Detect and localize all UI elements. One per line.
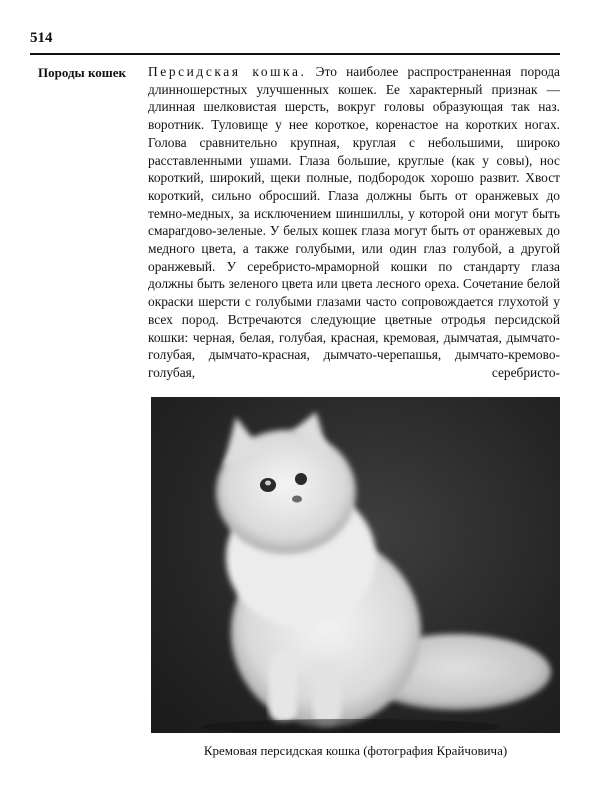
header-rule — [30, 53, 560, 55]
article-body: Это наиболее распространенная порода длинношерстных улучшенных кошек. Ее характерный признак — длинная шелковистая шерсть, вокруг головы образующая так наз. воротник. Туловище у нее короткое, коренастое на коротких ногах. Голова сравнительно крупная, круглая с небольшими, широко расставленными ушами. Глаза большие, круглые (как у совы), нос короткий, широкий, щеки полные, подбородок хорошо развит. Хвост короткий, сильно обросший. Глаза должны быть от оранжевых до темно-медных, за исключением шиншиллы, у которой они могут быть смарагдово-зеленые. У белых кошек глаза могут быть от оранжевых до медного цвета, а также голубыми, или один глаз голубой, а другой оранжевый. У серебристо-мраморной кошки по стандарту глаза должны быть зеленого цвета или цвета лесного ореха. Сочетание белой окраски шерсти с голубыми глазами часто сопровождается глухотой у всех пород. Встречаются следующие цветные отродья персидской кошки: черная, белая, голубая, красная, кремовая, дымчатая, дымчато-голубая, дымчато-красная, дымчато-черепашья, дымчато-кремово-голубая, серебристо- — [148, 64, 561, 380]
article-text — [148, 63, 560, 382]
photo-caption: Кремовая персидская кошка (фотография Крайчовича) — [203, 743, 508, 758]
article-lead-title: Персидская кошка. — [148, 64, 307, 79]
cat-photo — [151, 397, 560, 733]
page-number: 514 — [30, 30, 53, 46]
section-label: Породы кошек — [38, 65, 126, 80]
